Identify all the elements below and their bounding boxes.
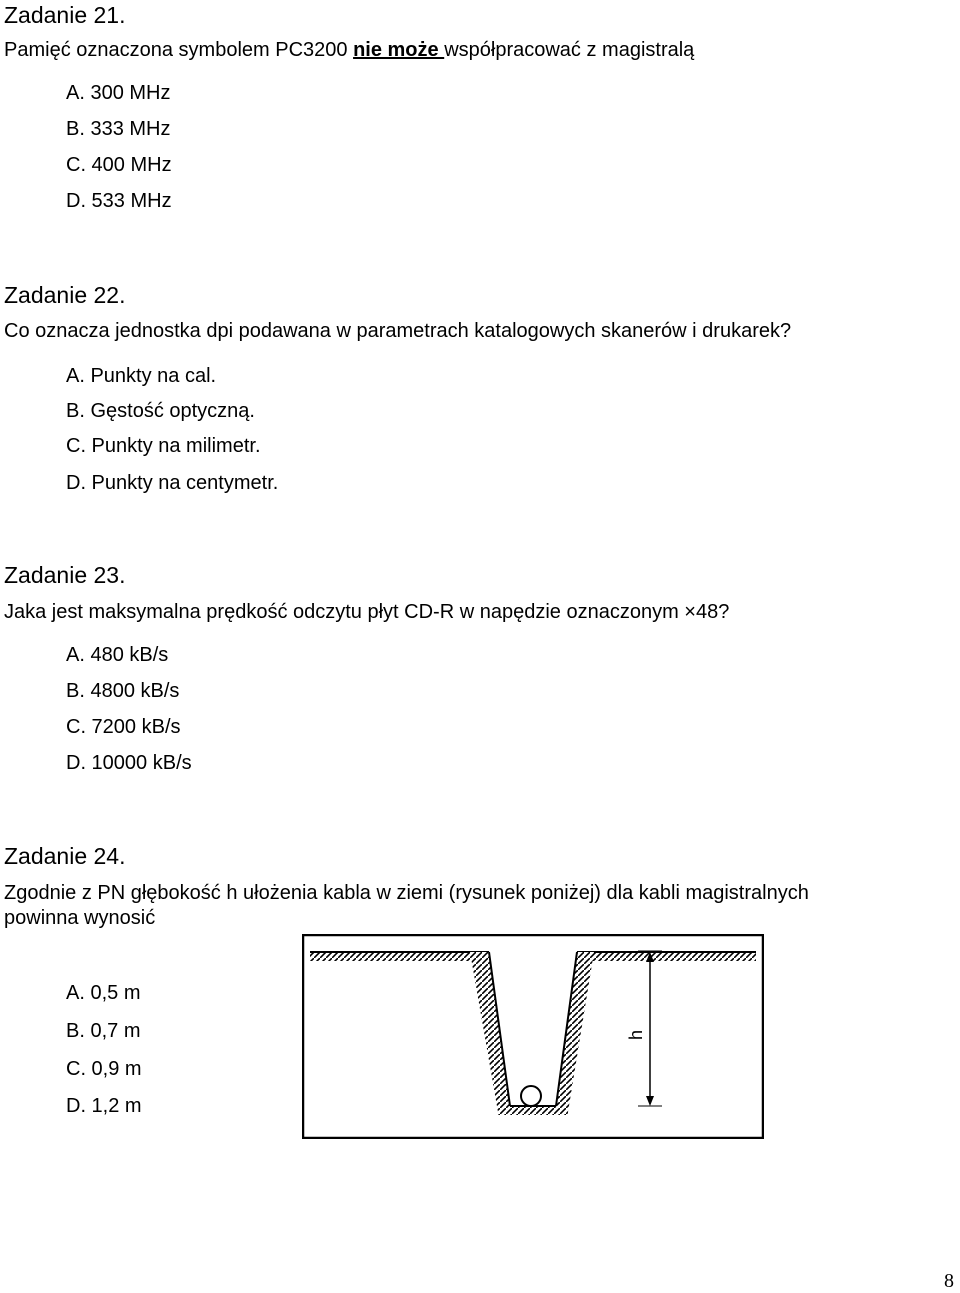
task-24-question-line-1: Zgodnie z PN głębokość h ułożenia kabla w ziemi (rysunek poniżej) dla kabli magistralnych — [4, 882, 809, 904]
task-22-option-d: D. Punkty na centymetr. — [66, 472, 279, 494]
task-21-title: Zadanie 21. — [4, 2, 126, 28]
task-23-option-a: A. 480 kB/s — [66, 644, 169, 666]
task-21-question-pre: Pamięć oznaczona symbolem PC3200 — [4, 39, 354, 61]
task-24-question-line-2: powinna wynosić — [4, 907, 156, 929]
task-22-option-a: A. Punkty na cal. — [66, 365, 217, 387]
task-22-option-b: B. Gęstość optyczną. — [66, 400, 255, 422]
trench-bottom — [498, 1106, 568, 1115]
task-23-option-d: D. 10000 kB/s — [66, 752, 192, 774]
task-24-option-d: D. 1,2 m — [66, 1095, 142, 1117]
task-21-option-d: D. 533 MHz — [66, 190, 172, 212]
task-21-question-post: współpracować z magistralą — [444, 39, 695, 61]
task-21-option-a: A. 300 MHz — [66, 82, 171, 104]
task-24-title: Zadanie 24. — [4, 843, 126, 869]
ground-right — [577, 952, 756, 961]
task-24-option-c: C. 0,9 m — [66, 1058, 142, 1080]
task-21-question — [4, 38, 694, 62]
task-24-option-b: B. 0,7 m — [66, 1020, 141, 1042]
task-21-question-emphasis: nie może — [353, 39, 445, 61]
task-22-question: Co oznacza jednostka dpi podawana w parametrach katalogowych skanerów i drukarek? — [4, 320, 792, 342]
task-22-title: Zadanie 22. — [4, 282, 126, 308]
task-21-option-b: B. 333 MHz — [66, 118, 171, 140]
cable-trench-figure — [302, 934, 764, 1139]
page-number: 8 — [944, 1270, 954, 1292]
task-23-option-b: B. 4800 kB/s — [66, 680, 180, 702]
ground-left — [310, 952, 489, 961]
task-21-option-c: C. 400 MHz — [66, 154, 172, 176]
cable-icon — [521, 1086, 541, 1106]
task-23-option-c: C. 7200 kB/s — [66, 716, 181, 738]
task-22-option-c: C. Punkty na milimetr. — [66, 435, 261, 457]
dimension-h-label: h — [626, 1029, 646, 1040]
task-23-question: Jaka jest maksymalna prędkość odczytu płyt CD-R w napędzie oznaczonym ×48? — [4, 601, 730, 623]
task-24-option-a: A. 0,5 m — [66, 982, 141, 1004]
task-23-title: Zadanie 23. — [4, 562, 126, 588]
